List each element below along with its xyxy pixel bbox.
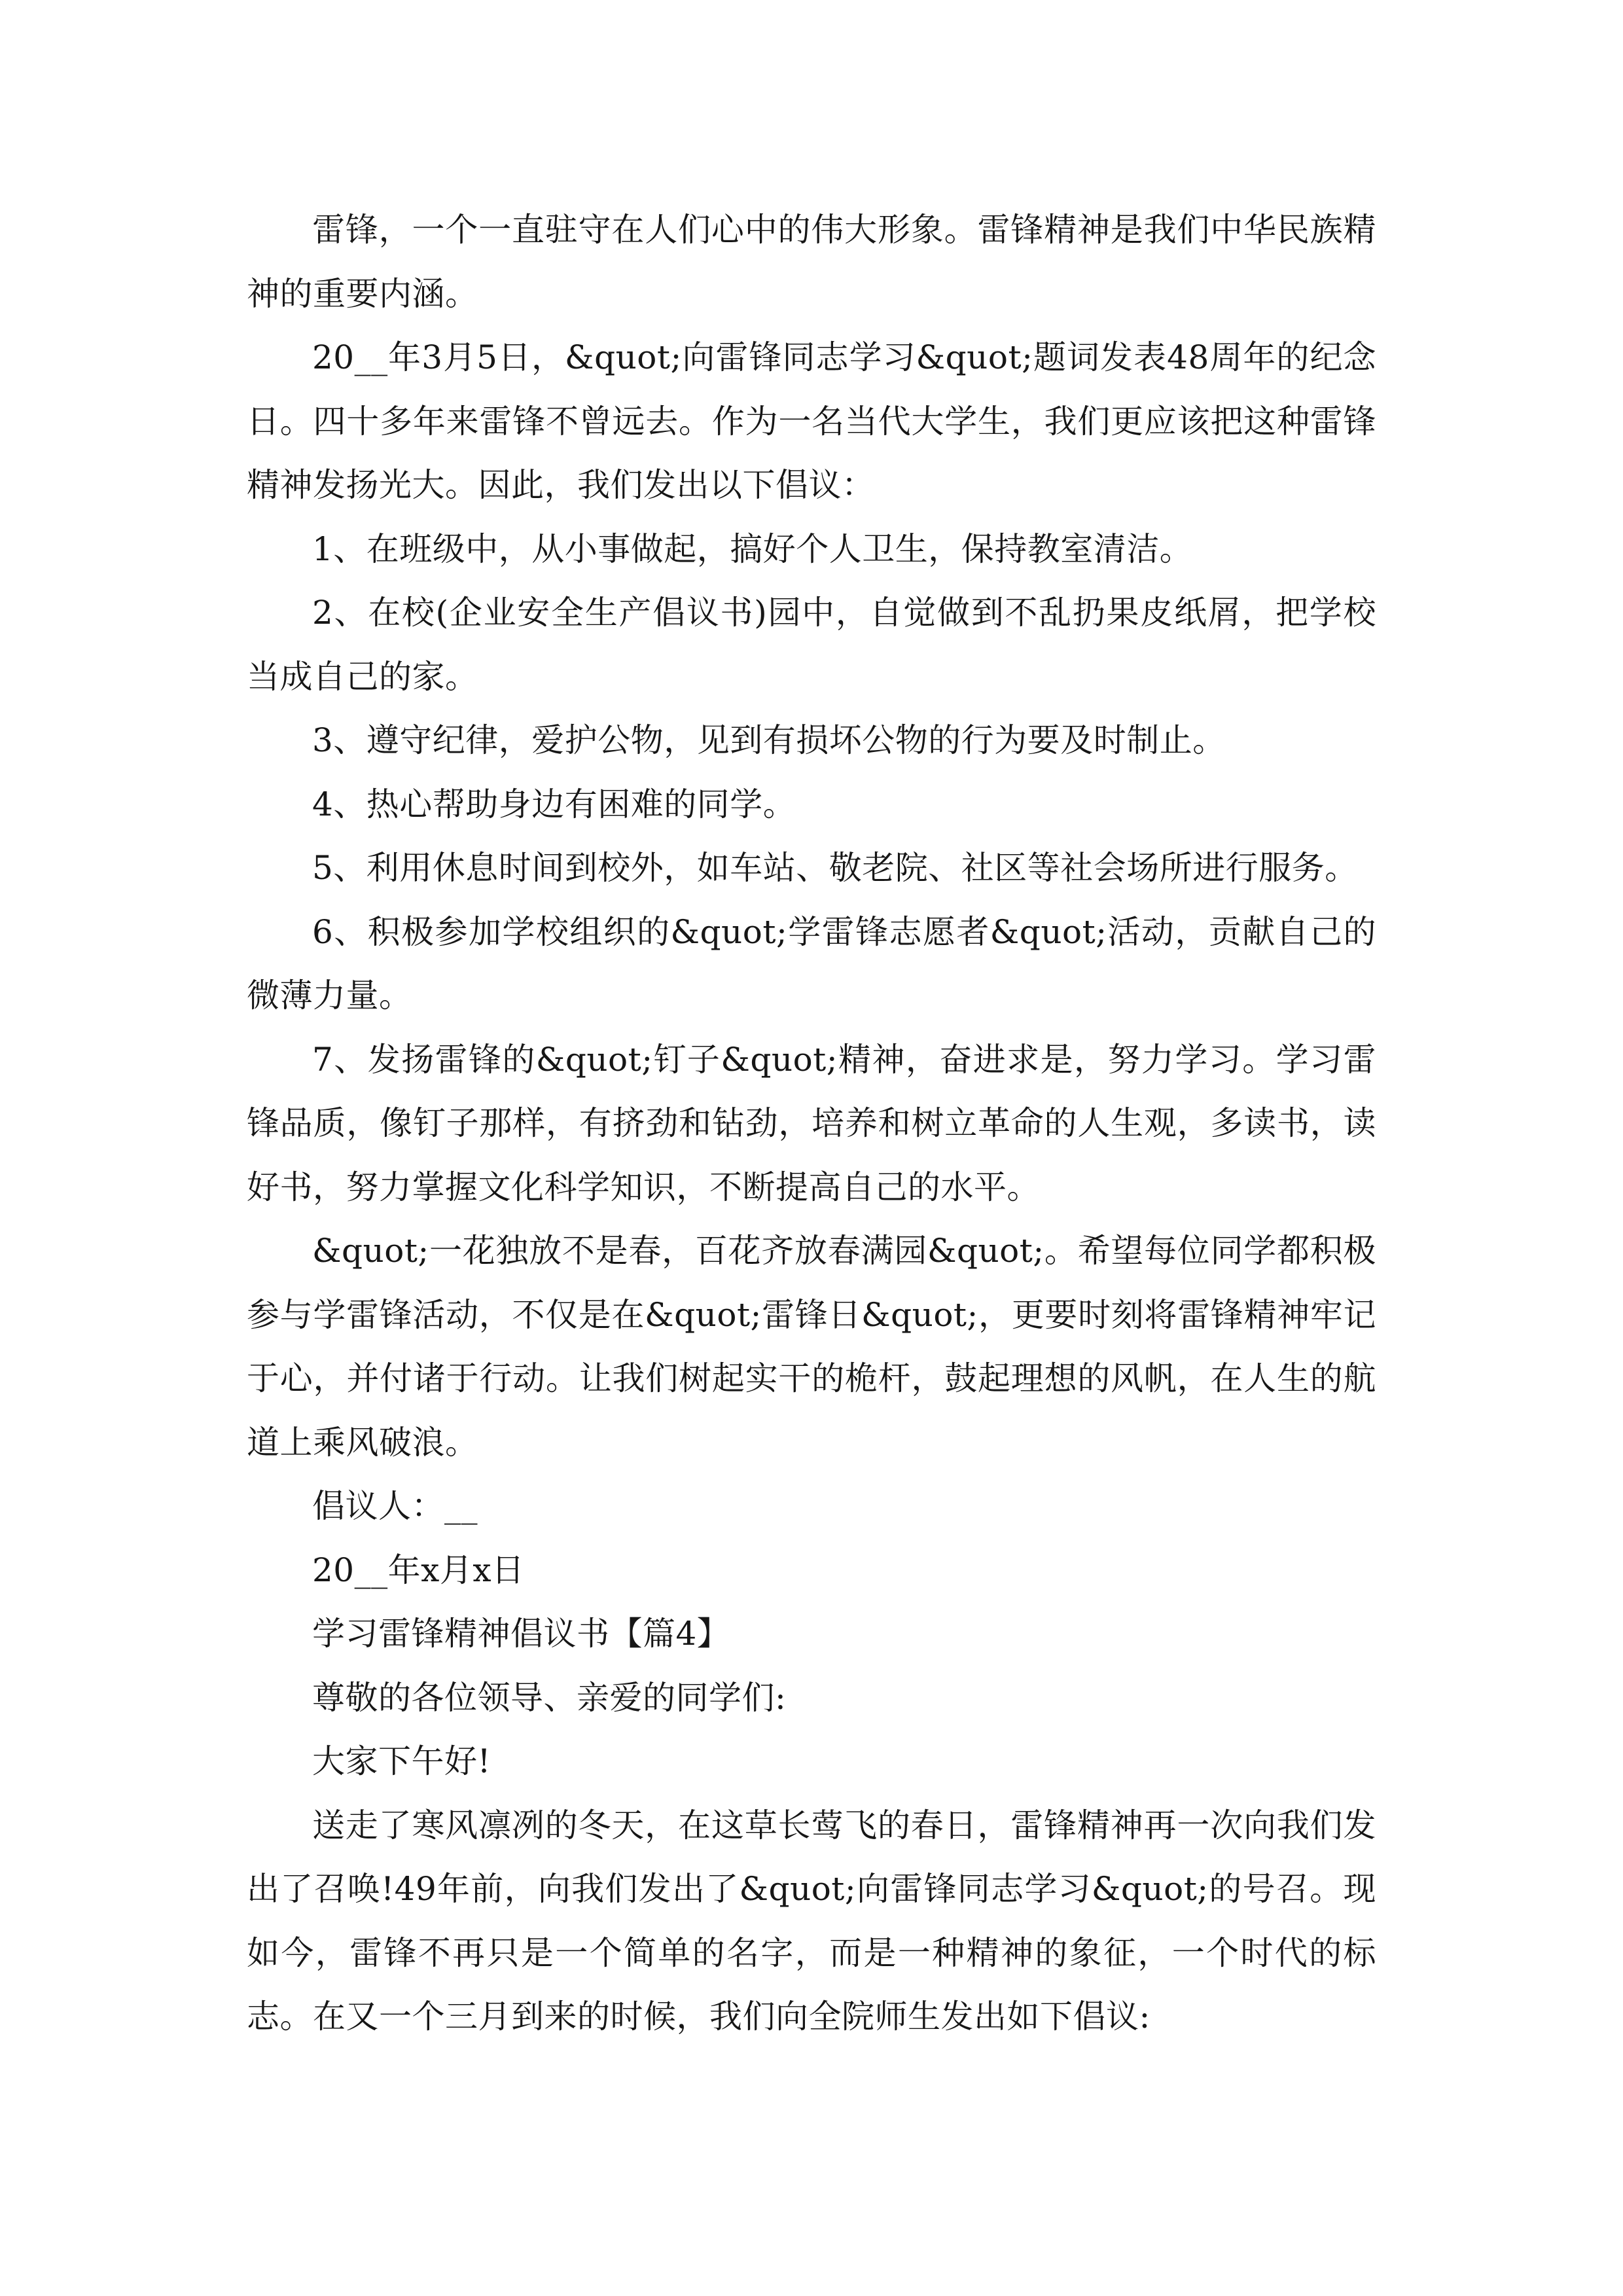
proposal-item-4: 4、热心帮助身边有困难的同学。 <box>312 785 796 823</box>
body-text <box>247 198 1376 2049</box>
greeting: 大家下午好! <box>312 1742 491 1780</box>
closing-paragraph: &quot;一花独放不是春，百花齐放春满园&quot;。希望每位同学都积极参与学雷锋活动，不仅是在&quot;雷锋日&quot;，更要时刻将雷锋精神牢记于心，并付诸于行动。让我们树起实干的桅杆，鼓起理想的风帆，在人生的航道上乘风破浪。 <box>247 1232 1376 1462</box>
proposal-item-6: 6、积极参加学校组织的&quot;学雷锋志愿者&quot;活动，贡献自己的微薄力量。 <box>247 912 1376 1014</box>
section-title: 学习雷锋精神倡议书【篇4】 <box>312 1615 730 1653</box>
proposal-item-5: 5、利用休息时间到校外，如车站、敬老院、社区等社会场所进行服务。 <box>312 849 1358 887</box>
salutation: 尊敬的各位领导、亲爱的同学们: <box>312 1678 787 1717</box>
section-4-paragraph: 送走了寒风凛冽的冬天，在这草长莺飞的春日，雷锋精神再一次向我们发出了召唤!49年前，向我们发出了&quot;向雷锋同志学习&quot;的号召。现如今，雷锋不再只是一个简单的名字，而是一种精神的象征，一个时代的标志。在又一个三月到来的时候，我们向全院师生发出如下倡议: <box>247 1806 1376 2036</box>
intro-paragraph: 雷锋，一个一直驻守在人们心中的伟大形象。雷锋精神是我们中华民族精神的重要内涵。 <box>247 211 1376 313</box>
proposal-item-2: 2、在校(企业安全生产倡议书)园中，自觉做到不乱扔果皮纸屑，把学校当成自己的家。 <box>247 594 1376 696</box>
proposal-item-1: 1、在班级中，从小事做起，搞好个人卫生，保持教室清洁。 <box>312 529 1193 568</box>
signature-line: 倡议人：__ <box>312 1487 478 1525</box>
anniversary-paragraph: 20__年3月5日，&quot;向雷锋同志学习&quot;题词发表48周年的纪念日。四十多年来雷锋不曾远去。作为一名当代大学生，我们更应该把这种雷锋精神发扬光大。因此，我们发出以下倡议： <box>247 338 1376 504</box>
proposal-item-3: 3、遵守纪律，爱护公物，见到有损坏公物的行为要及时制止。 <box>312 721 1226 759</box>
date-line: 20__年x月x日 <box>312 1551 525 1589</box>
proposal-item-7: 7、发扬雷锋的&quot;钉子&quot;精神，奋进求是，努力学习。学习雷锋品质，像钉子那样，有挤劲和钻劲，培养和树立革命的人生观，多读书，读好书，努力掌握文化科学知识，不断提高自己的水平。 <box>247 1040 1376 1206</box>
